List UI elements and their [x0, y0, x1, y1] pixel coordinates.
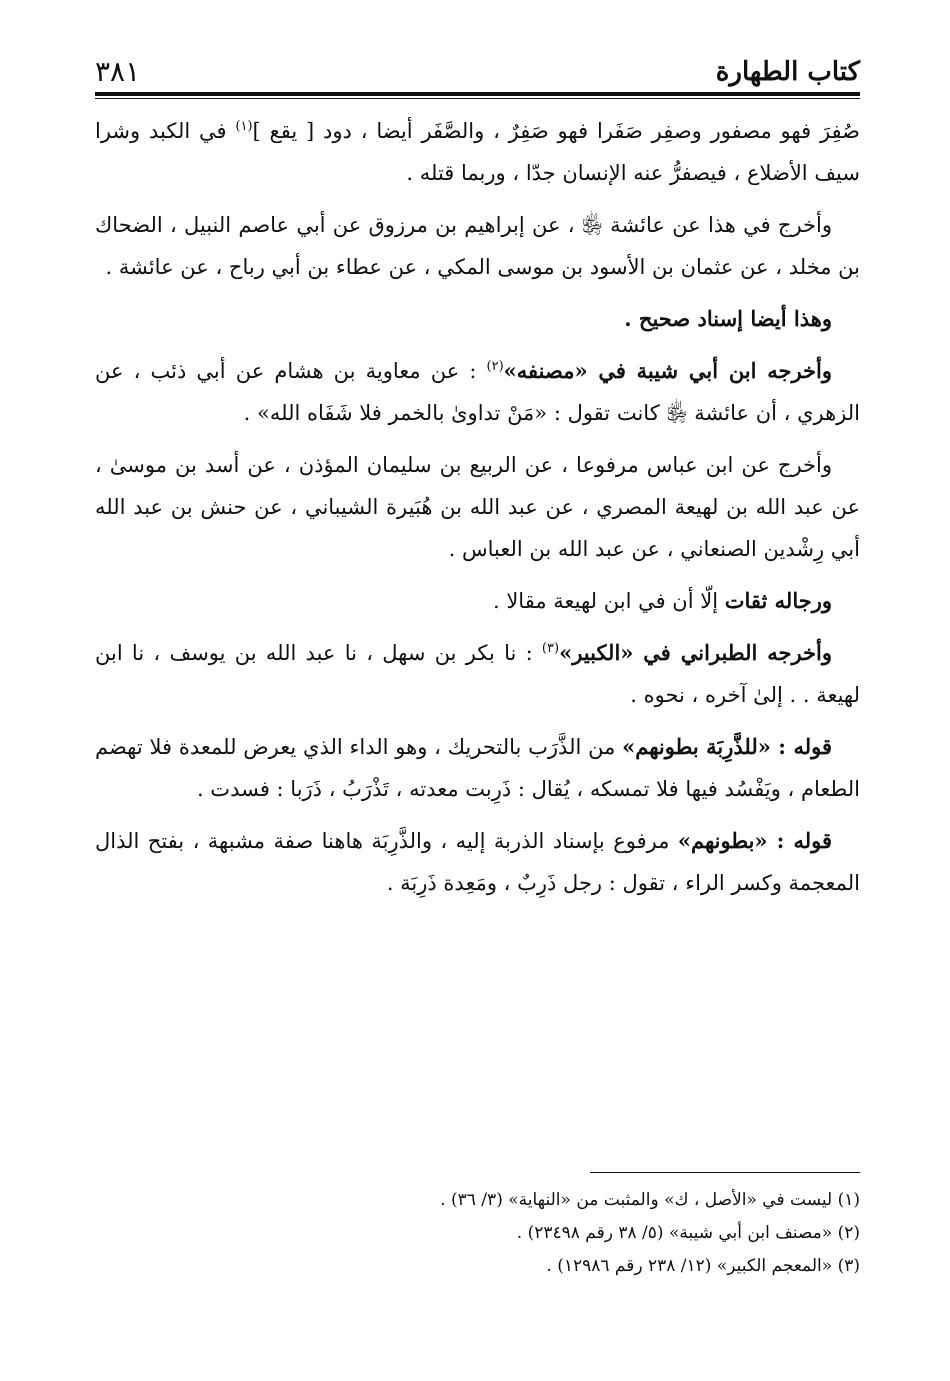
paragraph-text: وأخرج في هذا عن عائشة ﵂ ، عن إبراهيم بن مرزوق عن أبي عاصم النبيل ، الضحاك بن مخلد ، عن عثمان بن الأسود بن موسى المكي ، عن عطاء بن أبي رباح ، عن عائشة .	[95, 213, 860, 279]
footnote-marker: (٣)	[541, 641, 560, 656]
paragraph	[95, 580, 860, 622]
paragraph	[95, 820, 860, 904]
paragraph	[95, 298, 860, 340]
footnotes	[95, 1184, 860, 1283]
main-text	[95, 110, 860, 914]
paragraph	[95, 350, 860, 434]
paragraph-text: صُفِرَ فهو مصفور وصفِر صَفَرا فهو صَفِرٌ ، والصَّفَر أيضا ، دود [ يقع ]	[252, 119, 860, 143]
paragraph-text: وأخرج عن ابن عباس مرفوعا ، عن الربيع بن سليمان المؤذن ، عن أسد بن موسىٰ ، عن عبد الله بن لهيعة المصري ، عن عبد الله بن هُبَيرة الشيباني ، عن حنش بن عبد الله أبي رِشْدين الصنعاني ، عن عبد الله بن العباس .	[95, 453, 860, 561]
paragraph-text: مرفوع بإسناد الذربة إليه ، والذَّرِبَة هاهنا صفة مشبهة ، بفتح الذال المعجمة وكسر الراء ، تقول : رجل ذَرِبٌ ، ومَعِدة ذَرِبَة .	[95, 829, 860, 895]
paragraph	[95, 204, 860, 288]
bold-lead: وأخرجه الطبراني في «الكبير»	[559, 640, 832, 665]
paragraph-text: : نا بكر بن سهل ، نا عبد الله بن يوسف ، نا ابن لهيعة . . إلىٰ آخره ، نحوه .	[95, 641, 860, 707]
paragraph	[95, 110, 860, 194]
paragraph-text: : عن معاوية بن هشام عن أبي ذئب ، عن الزهري ، أن عائشة ﵂ كانت تقول : «مَنْ تداوىٰ بالخمر فلا شَفَاه الله» .	[95, 359, 860, 425]
running-header	[95, 36, 860, 92]
page-number: ٣٨١	[95, 55, 141, 88]
bold-lead: وأخرجه ابن أبي شيبة في «مصنفه»	[503, 358, 833, 383]
header-rule-thin	[95, 98, 860, 99]
footnote-separator	[590, 1172, 860, 1173]
bold-lead: قوله : «بطونهم»	[677, 828, 832, 853]
footnote-marker: (٢)	[486, 359, 504, 374]
footnote: (١) ليست في «الأصل ، ك» والمثبت من «النهاية» (٣/ ٣٦) .	[440, 1190, 860, 1210]
paragraph-text: في الكبد وشرا سيف الأضلاع ، فيصفرُّ عنه الإنسان جدّا ، وربما قتله .	[95, 119, 860, 185]
header-rule-thick	[95, 92, 860, 96]
bold-lead: ورجاله ثقات	[724, 588, 832, 613]
paragraph	[95, 444, 860, 570]
chapter-title: كتاب الطهارة	[715, 57, 860, 87]
bold-lead: قوله : «للذَّرِبَة بطونهم»	[622, 734, 832, 759]
paragraph	[95, 632, 860, 716]
footnote: (٢) «مصنف ابن أبي شيبة» (٥/ ٣٨ رقم ٢٣٤٩٨) .	[516, 1223, 860, 1243]
footnote-marker: (١)	[235, 119, 253, 134]
footnote: (٣) «المعجم الكبير» (١٢/ ٢٣٨ رقم ١٢٩٨٦) .	[546, 1256, 860, 1276]
bold-lead: وهذا أيضا إسناد صحيح .	[624, 306, 832, 331]
paragraph	[95, 726, 860, 810]
paragraph-text: من الذَّرَب بالتحريك ، وهو الداء الذي يعرض للمعدة فلا تهضم الطعام ، ويَفْسُد فيها فلا تمسكه ، يُقال : ذَرِبت معدته ، تَذْرَبُ ، ذَرَبا : فسدت .	[95, 735, 860, 801]
paragraph-text: إلّا أن في ابن لهيعة مقالا .	[492, 589, 725, 613]
